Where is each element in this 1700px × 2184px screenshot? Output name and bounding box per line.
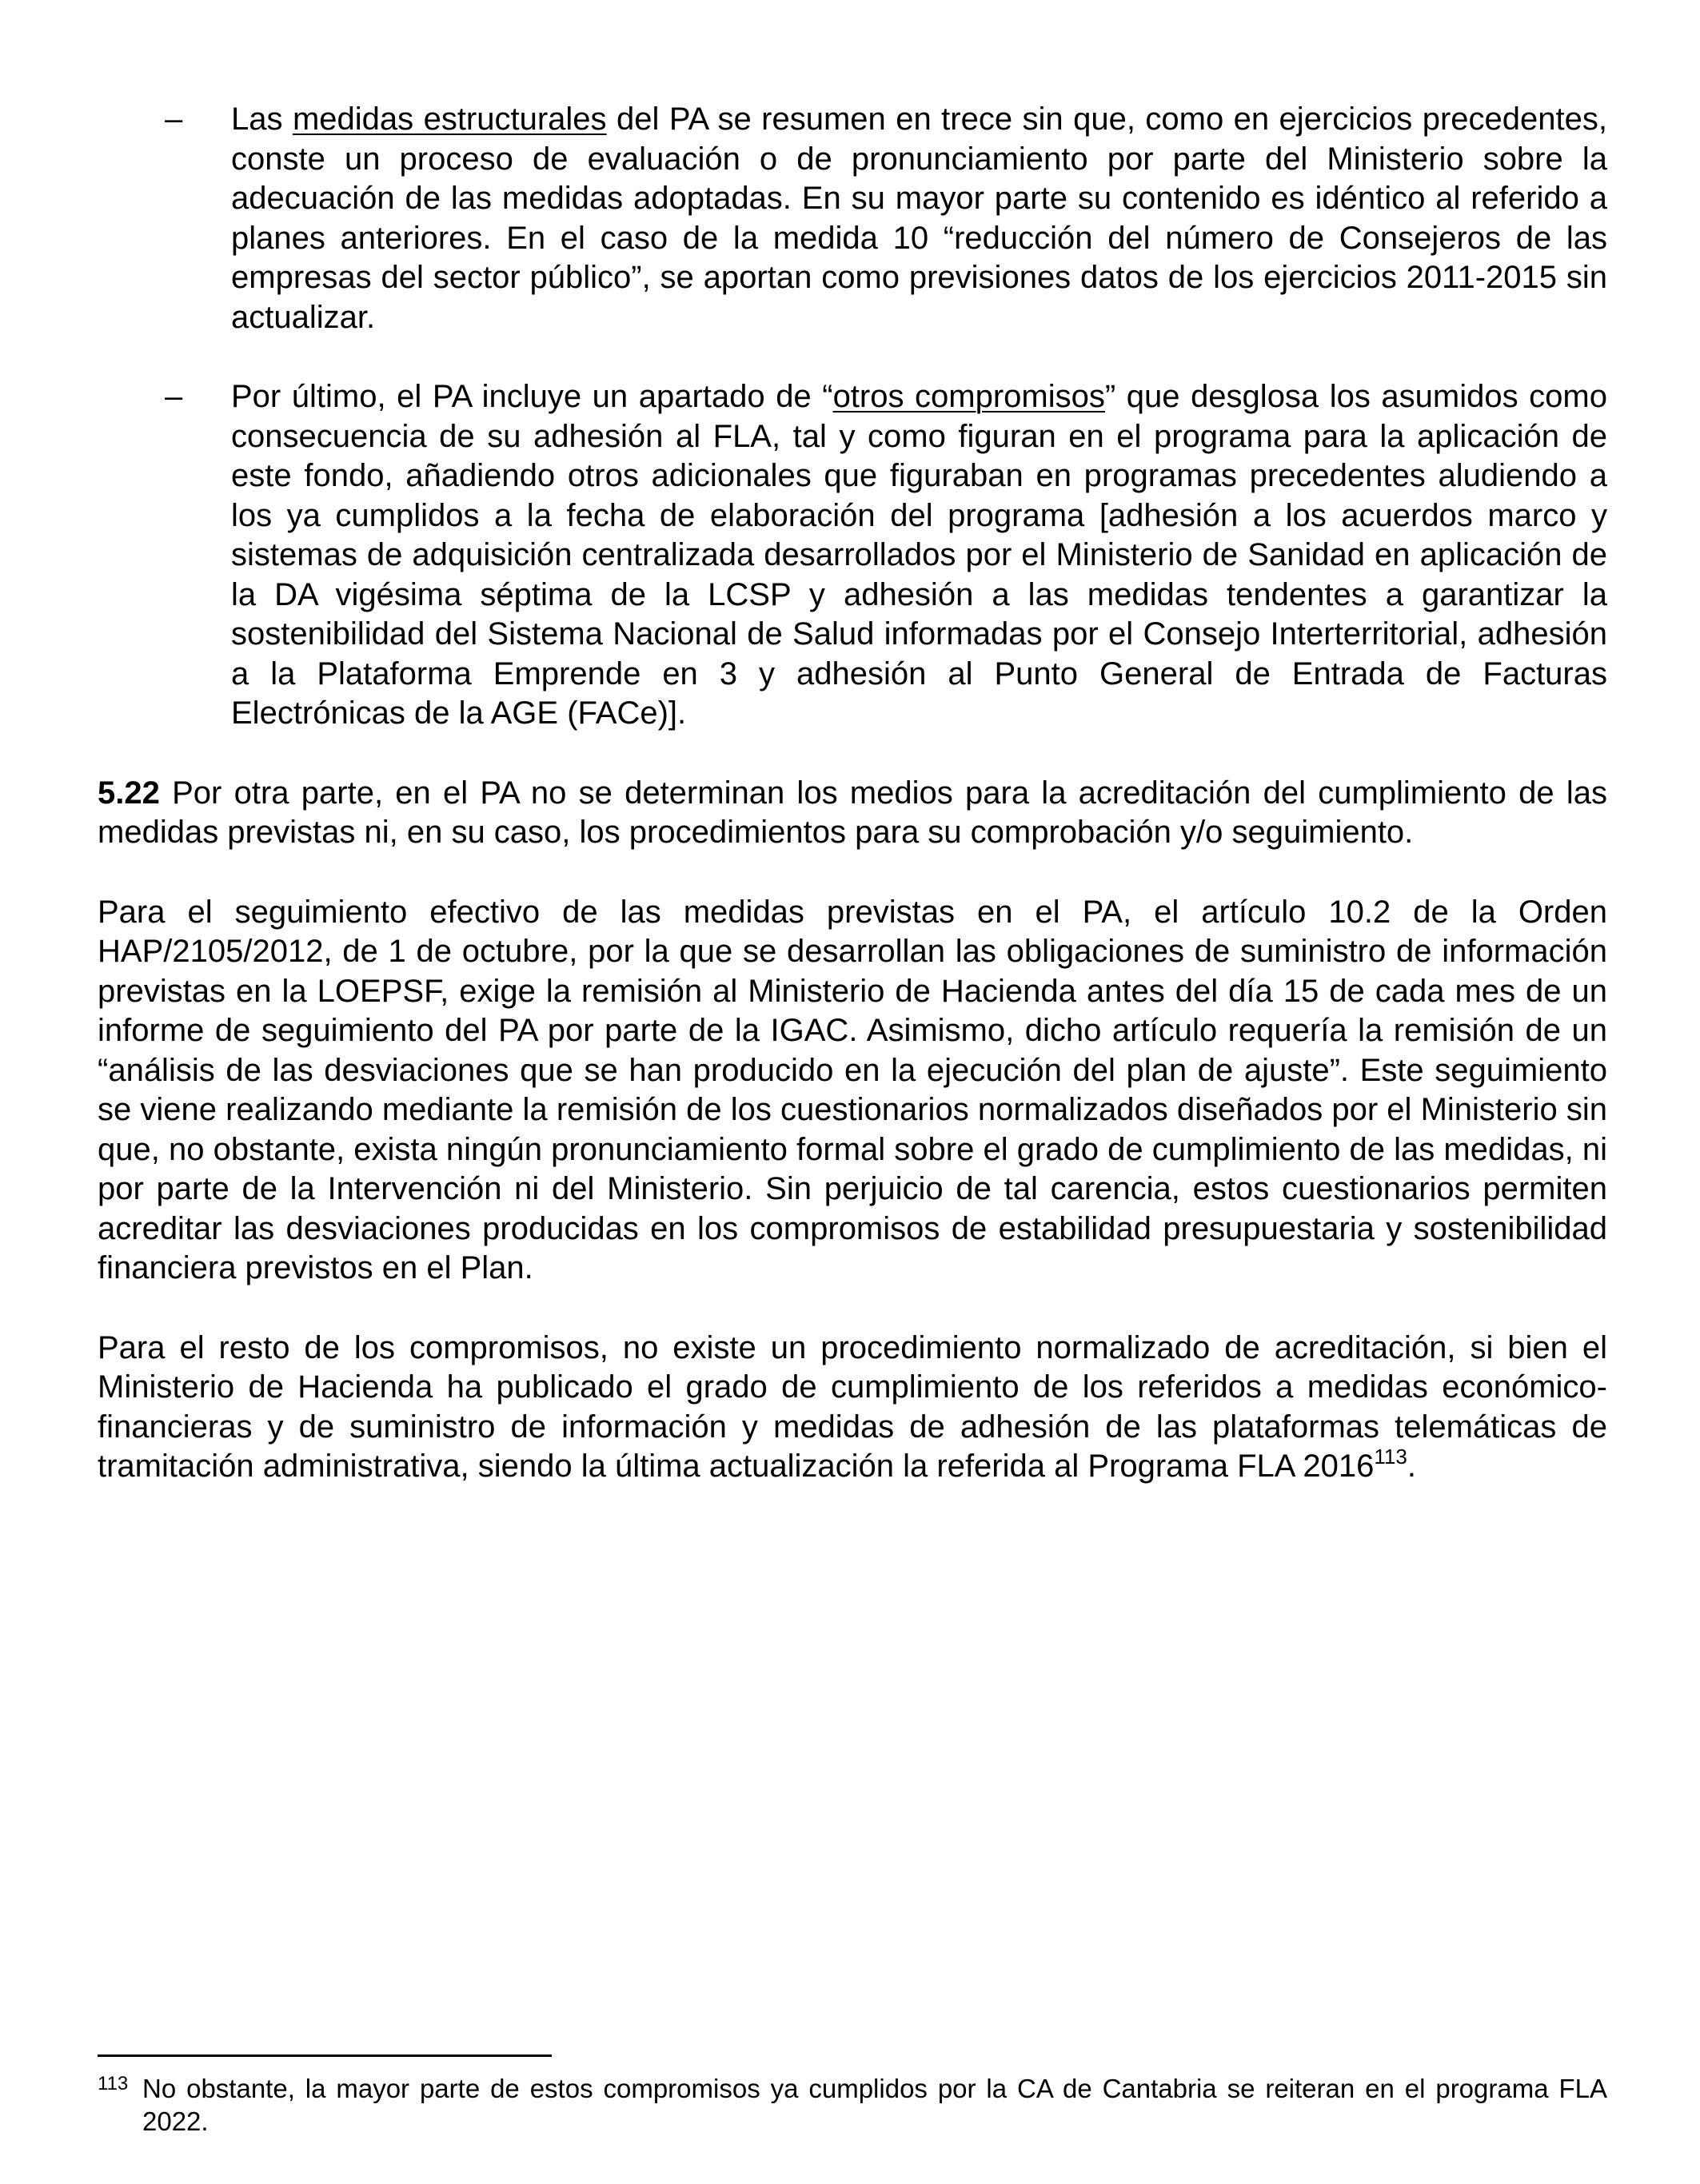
- footnote-text: No obstante, la mayor parte de estos compromisos ya cumplidos por la CA de Cantabria se reiteran en el programa FLA 2022.: [142, 2074, 1607, 2136]
- dash-bullet: –: [165, 102, 183, 137]
- bullet-text: Las medidas estructurales del PA se resumen en trece sin que, como en ejercicios precedentes, conste un proceso de evaluación o de pronunciamiento por parte del Ministerio sobre la adecuación de las medidas adoptadas. En su mayor parte su contenido es idéntico al referido a planes anteriores. En el caso de la medida 10 “reducción del número de Consejeros de las empresas del sector público”, se aportan como previsiones datos de los ejercicios 2011-2015 sin actualizar.: [231, 102, 1607, 335]
- bullet-text: Por último, el PA incluye un apartado de “otros compromisos” que desglosa los asumidos como consecuencia de su adhesión al FLA, tal y como figuran en el programa para la aplicación de este fondo, añadiendo otros adicionales que figuraban en programas precedentes aludiendo a los ya cumplidos a la fecha de elaboración del programa [adhesión a los acuerdos marco y sistemas de adquisición centralizada desarrollados por el Ministerio de Sanidad en aplicación de la DA vigésima séptima de la LCSP y adhesión a las medidas tendentes a garantizar la sostenibilidad del Sistema Nacional de Salud informadas por el Consejo Interterritorial, adhesión a la Plataforma Emprende en 3 y adhesión al Punto General de Entrada de Facturas Electrónicas de la AGE (FACe)].: [231, 379, 1607, 731]
- footnote: [98, 2072, 1607, 2138]
- underlined-term: medidas estructurales: [292, 102, 607, 137]
- body-paragraph: Para el seguimiento efectivo de las medidas previstas en el PA, el artículo 10.2 de la Orden HAP/2105/2012, de 1 de octubre, por la que se desarrollan las obligaciones de suministro de información previstas en la LOEPSF, exige la remisión al Ministerio de Hacienda antes del día 15 de cada mes de un informe de seguimiento del PA por parte de la IGAC. Asimismo, dicho artículo requería la remisión de un “análisis de las desviaciones que se han producido en la ejecución del plan de ajuste”. Este seguimiento se viene realizando mediante la remisión de los cuestionarios normalizados diseñados por el Ministerio sin que, no obstante, exista ningún pronunciamiento formal sobre el grado de cumplimiento de las medidas, ni por parte de la Intervención ni del Ministerio. Sin perjuicio de tal carencia, estos cuestionarios permiten acreditar las desviaciones producidas en los compromisos de estabilidad presupuestaria y sostenibilidad financiera previstos en el Plan.: [98, 894, 1607, 1285]
- dash-bullet: –: [165, 379, 183, 414]
- underlined-term: otros compromisos: [832, 379, 1105, 414]
- body-paragraph: Para el resto de los compromisos, no existe un procedimiento normalizado de acreditación, si bien el Ministerio de Hacienda ha publicado el grado de cumplimiento de los referidos a medidas económico-financieras y de suministro de información y medidas de adhesión de las plataformas telemáticas de tramitación administrativa, siendo la última actualización la referida al Programa FLA 2016$^{113}$.: [98, 1329, 1607, 1484]
- footnote-number: 113: [98, 2073, 129, 2094]
- footnote-divider: [98, 2054, 552, 2057]
- footnote-reference[interactable]: 113: [1374, 1444, 1407, 1469]
- list-item: [98, 100, 1607, 337]
- list-item: [98, 377, 1607, 734]
- section-number: 5.22: [98, 775, 160, 811]
- document-body: [98, 100, 1607, 1527]
- section-paragraph: 5.22 Por otra parte, en el PA no se determinan los medios para la acreditación del cumplimiento de las medidas previstas ni, en su caso, los procedimientos para su comprobación y/o seguimiento.: [98, 775, 1607, 850]
